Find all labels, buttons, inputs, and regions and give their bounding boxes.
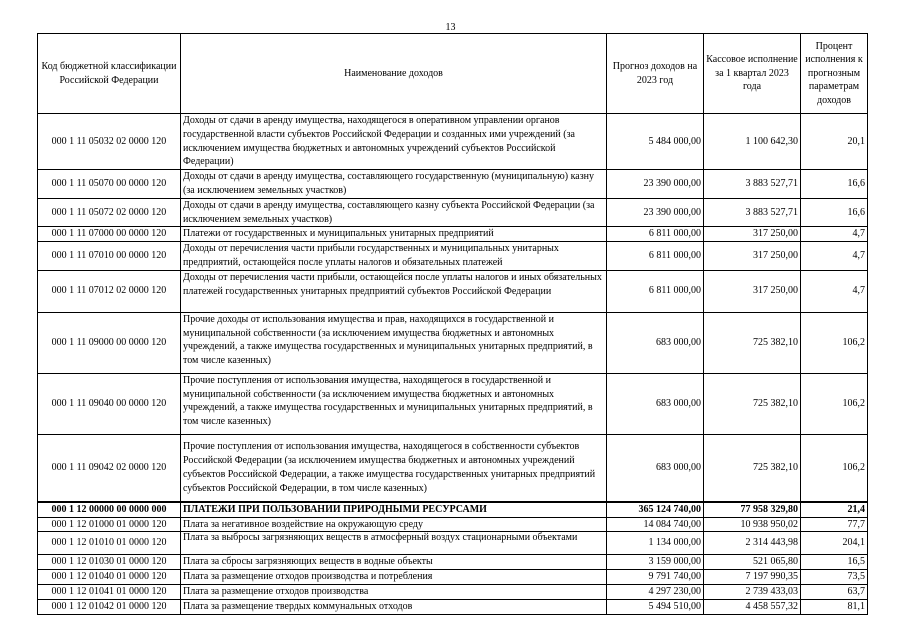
row-code: 000 1 12 01042 01 0000 120 [38, 599, 181, 614]
row-code: 000 1 11 05072 02 0000 120 [38, 198, 181, 227]
row-name: Плата за негативное воздействие на окружающую среду [181, 517, 607, 532]
row-name: Плата за размещение отходов производства [181, 584, 607, 599]
row-actual: 2 314 443,98 [704, 532, 801, 555]
row-actual: 317 250,00 [704, 227, 801, 242]
row-actual: 725 382,10 [704, 434, 801, 502]
row-name: Доходы от сдачи в аренду имущества, составляющего государственную (муниципальную) казну (за исключением земельных участков) [181, 170, 607, 199]
table-row [38, 270, 868, 312]
row-actual: 10 938 950,02 [704, 517, 801, 532]
header-name: Наименование доходов [181, 34, 607, 114]
row-name: Доходы от перечисления части прибыли, остающейся после уплаты налогов и иных обязательных платежей государственных унитарных предприятий субъектов Российской Федерации [181, 270, 607, 312]
row-code: 000 1 12 00000 00 0000 000 [38, 502, 181, 517]
row-actual: 3 883 527,71 [704, 170, 801, 199]
row-forecast: 3 159 000,00 [607, 555, 704, 570]
row-percent: 4,7 [801, 242, 868, 271]
table-row [38, 170, 868, 199]
row-name: Доходы от сдачи в аренду имущества, составляющего казну субъекта Российской Федерации (за исключением земельных участков) [181, 198, 607, 227]
row-percent: 106,2 [801, 434, 868, 502]
row-actual: 7 197 990,35 [704, 570, 801, 585]
row-forecast: 23 390 000,00 [607, 198, 704, 227]
row-percent: 63,7 [801, 584, 868, 599]
row-forecast: 683 000,00 [607, 312, 704, 373]
row-code: 000 1 11 07012 02 0000 120 [38, 270, 181, 312]
row-code: 000 1 12 01000 01 0000 120 [38, 517, 181, 532]
row-name: Плата за выбросы загрязняющих веществ в атмосферный воздух стационарными объектами [181, 532, 607, 555]
row-percent: 4,7 [801, 270, 868, 312]
row-actual: 2 739 433,03 [704, 584, 801, 599]
row-code: 000 1 11 07000 00 0000 120 [38, 227, 181, 242]
row-forecast: 6 811 000,00 [607, 227, 704, 242]
row-percent: 106,2 [801, 312, 868, 373]
table-row [38, 198, 868, 227]
row-forecast: 23 390 000,00 [607, 170, 704, 199]
row-percent: 21,4 [801, 502, 868, 517]
row-name: Прочие поступления от использования имущества, находящегося в собственности субъектов Российской Федерации (за исключением имущества бюджетных и автономных учреждений субъектов Российской Федерации, а также имущества государственных унитарных предприятий субъектов Российской Федерации, в том числе казенных) [181, 434, 607, 502]
row-forecast: 365 124 740,00 [607, 502, 704, 517]
row-percent: 16,5 [801, 555, 868, 570]
row-name: Плата за размещение отходов производства и потребления [181, 570, 607, 585]
header-code: Код бюджетной классификации Российской Федерации [38, 34, 181, 114]
page-number: 13 [445, 22, 456, 33]
row-code: 000 1 11 07010 00 0000 120 [38, 242, 181, 271]
table-row [38, 373, 868, 434]
row-code: 000 1 12 01010 01 0000 120 [38, 532, 181, 555]
table-row [38, 570, 868, 585]
row-forecast: 683 000,00 [607, 373, 704, 434]
table-row [38, 227, 868, 242]
row-code: 000 1 11 05070 00 0000 120 [38, 170, 181, 199]
row-code: 000 1 11 09042 02 0000 120 [38, 434, 181, 502]
row-code: 000 1 11 09040 00 0000 120 [38, 373, 181, 434]
row-actual: 317 250,00 [704, 242, 801, 271]
row-forecast: 14 084 740,00 [607, 517, 704, 532]
table-row [38, 584, 868, 599]
row-percent: 106,2 [801, 373, 868, 434]
row-percent: 73,5 [801, 570, 868, 585]
row-code: 000 1 12 01030 01 0000 120 [38, 555, 181, 570]
row-actual: 317 250,00 [704, 270, 801, 312]
table-row [38, 114, 868, 170]
revenue-table [37, 33, 868, 615]
table-row [38, 312, 868, 373]
row-name: Плата за размещение твердых коммунальных отходов [181, 599, 607, 614]
row-percent: 204,1 [801, 532, 868, 555]
row-forecast: 5 484 000,00 [607, 114, 704, 170]
row-percent: 16,6 [801, 198, 868, 227]
table-header-row [38, 34, 868, 114]
row-name: Платежи от государственных и муниципальных унитарных предприятий [181, 227, 607, 242]
table-row [38, 532, 868, 555]
row-name: Прочие поступления от использования имущества, находящегося в государственной и муниципальной собственности (за исключением имущества бюджетных и автономных учреждений, а также имущества государственных и муниципальных унитарных предприятий, в том числе казенных) [181, 373, 607, 434]
row-actual: 4 458 557,32 [704, 599, 801, 614]
table-row [38, 599, 868, 614]
row-forecast: 9 791 740,00 [607, 570, 704, 585]
row-name: Прочие доходы от использования имущества и прав, находящихся в государственной и муниципальной собственности (за исключением имущества бюджетных и автономных учреждений, а также имущества государственных и муниципальных унитарных предприятий, в том числе казенных) [181, 312, 607, 373]
row-forecast: 6 811 000,00 [607, 242, 704, 271]
header-actual: Кассовое исполнение за 1 квартал 2023 года [704, 34, 801, 114]
row-actual: 3 883 527,71 [704, 198, 801, 227]
row-percent: 20,1 [801, 114, 868, 170]
row-code: 000 1 12 01041 01 0000 120 [38, 584, 181, 599]
row-forecast: 5 494 510,00 [607, 599, 704, 614]
row-percent: 81,1 [801, 599, 868, 614]
row-actual: 77 958 329,80 [704, 502, 801, 517]
row-percent: 16,6 [801, 170, 868, 199]
header-percent: Процент исполнения к прогнозным параметрам доходов [801, 34, 868, 114]
row-name: Доходы от перечисления части прибыли государственных и муниципальных унитарных предприятий, остающейся после уплаты налогов и обязательных платежей [181, 242, 607, 271]
header-forecast: Прогноз доходов на 2023 год [607, 34, 704, 114]
row-forecast: 683 000,00 [607, 434, 704, 502]
row-name: Плата за сбросы загрязняющих веществ в водные объекты [181, 555, 607, 570]
row-percent: 77,7 [801, 517, 868, 532]
row-actual: 521 065,80 [704, 555, 801, 570]
table-row [38, 517, 868, 532]
row-percent: 4,7 [801, 227, 868, 242]
row-code: 000 1 11 05032 02 0000 120 [38, 114, 181, 170]
table-row [38, 242, 868, 271]
row-actual: 725 382,10 [704, 312, 801, 373]
row-name: Доходы от сдачи в аренду имущества, находящегося в оперативном управлении органов государственной власти субъектов Российской Федерации и созданных ими учреждений (за исключением имущества бюджетных и автономных учреждений субъектов Российской Федерации) [181, 114, 607, 170]
row-name: ПЛАТЕЖИ ПРИ ПОЛЬЗОВАНИИ ПРИРОДНЫМИ РЕСУРСАМИ [181, 502, 607, 517]
row-forecast: 6 811 000,00 [607, 270, 704, 312]
row-code: 000 1 11 09000 00 0000 120 [38, 312, 181, 373]
row-code: 000 1 12 01040 01 0000 120 [38, 570, 181, 585]
table-row [38, 434, 868, 502]
row-actual: 1 100 642,30 [704, 114, 801, 170]
row-forecast: 1 134 000,00 [607, 532, 704, 555]
table-row [38, 502, 868, 517]
table-row [38, 555, 868, 570]
row-forecast: 4 297 230,00 [607, 584, 704, 599]
row-actual: 725 382,10 [704, 373, 801, 434]
